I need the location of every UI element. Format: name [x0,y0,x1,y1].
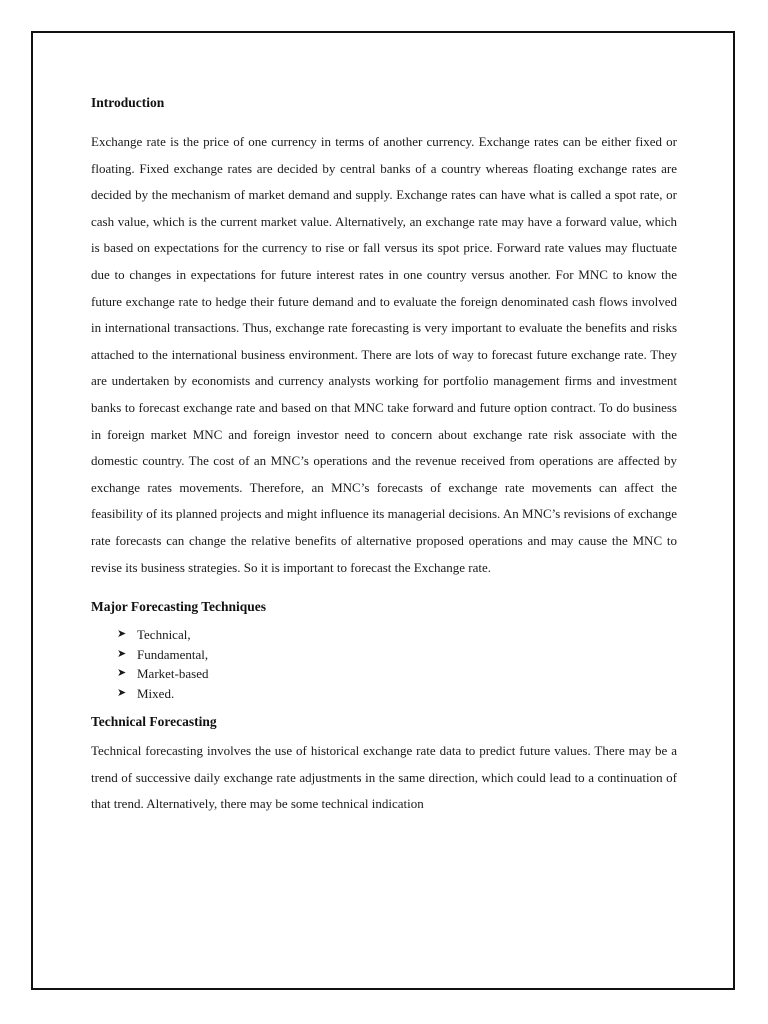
technical-forecasting-paragraph: Technical forecasting involves the use of historical exchange rate data to predict future values. There may be a trend of successive daily exchange rate adjustments in the same direction, which could lead to a continuation of that trend. Alternatively, there may be some technical indication [91,743,677,812]
introduction-heading: Introduction [91,95,165,110]
arrowhead-bullet-icon: ➤ [117,667,127,680]
techniques-list [91,625,677,703]
list-item [117,684,677,704]
list-item-label: Mixed. [137,685,175,701]
arrowhead-bullet-icon: ➤ [117,647,127,660]
list-item-label: Market-based [137,666,209,682]
list-item [117,625,677,645]
list-item-label: Fundamental, [137,646,209,662]
arrowhead-bullet-icon: ➤ [117,686,127,699]
document-body [91,92,677,818]
introduction-paragraph: Exchange rate is the price of one currency in terms of another currency. Exchange rates can be either fixed or floating. Fixed exchange rates are decided by central banks of a country whereas floating exchange rates are decided by the mechanism of market demand and supply. Exchange rates can have what is called a spot rate, or cash value, which is the current market value. Alternatively, an exchange rate may have a forward value, which is based on expectations for the currency to rise or fall versus its spot price. Forward rate values may fluctuate due to changes in expectations for future interest rates in one country versus another. For MNC to know the future exchange rate to hedge their future demand and to evaluate the foreign denominated cash flows involved in international transactions. Thus, exchange rate forecasting is very important to evaluate the benefits and risks attached to the international business environment. There are lots of way to forecast future exchange rate. They are undertaken by economists and currency analysts working for portfolio management firms and investment banks to forecast exchange rate and based on that MNC take forward and future option contract. To do business in foreign market MNC and foreign investor need to concern about exchange rate risk associate with the domestic country. The cost of an MNC’s operations and the revenue received from operations are affected by exchange rates movements. Therefore, an MNC’s forecasts of exchange rate movements can affect the feasibility of its planned projects and might influence its managerial decisions. An MNC’s revisions of exchange rate forecasts can change the relative benefits of alternative proposed operations and may cause the MNC to revise its business strategies. So it is important to forecast the Exchange rate. [91,134,677,575]
major-forecasting-techniques-heading: Major Forecasting Techniques [91,599,267,615]
technical-forecasting-heading: Technical Forecasting [91,714,217,730]
list-item [117,645,677,665]
list-item-label: Technical, [137,627,191,643]
list-item [117,664,677,684]
arrowhead-bullet-icon: ➤ [117,628,127,641]
